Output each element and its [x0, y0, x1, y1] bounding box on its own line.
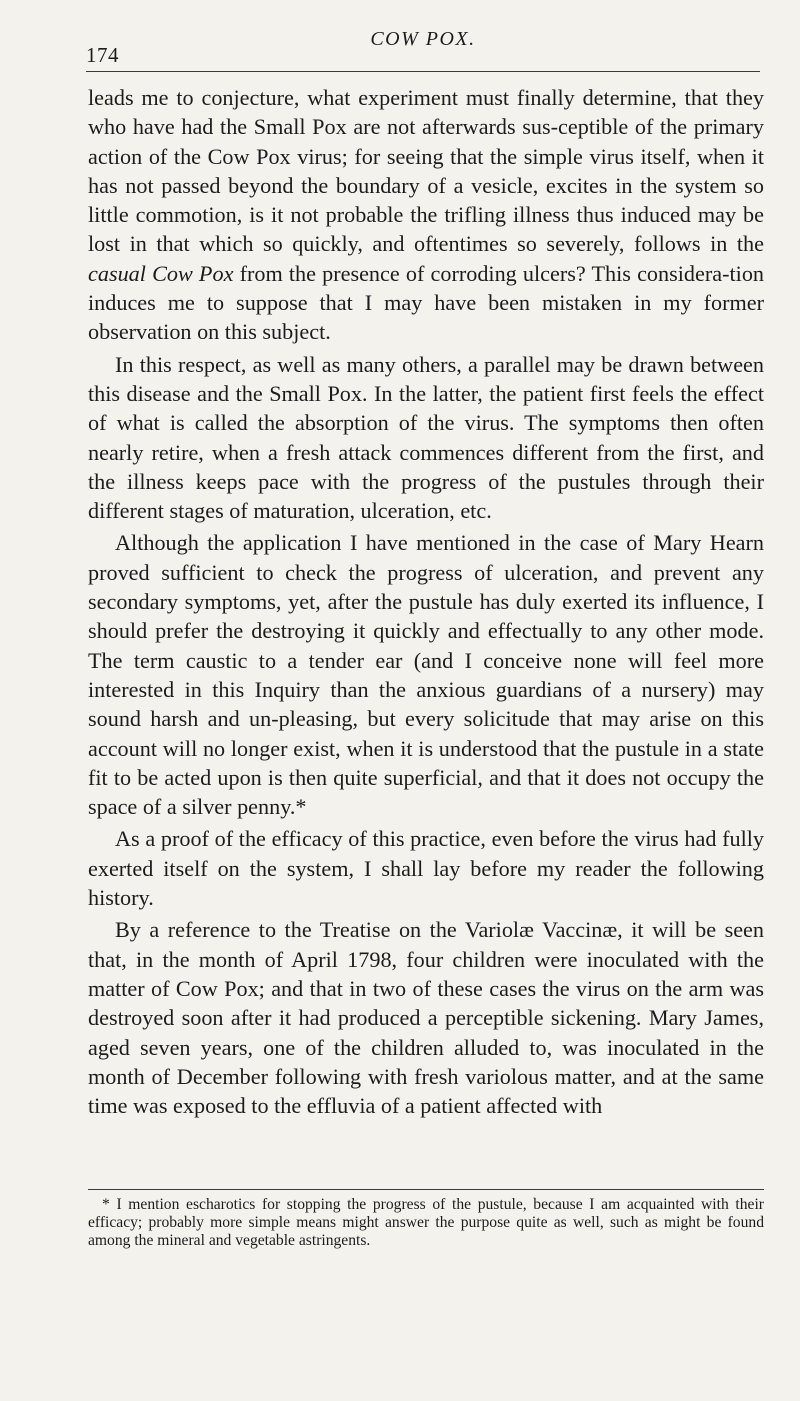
casual-italic: casual	[88, 260, 146, 286]
running-title: COW POX.	[370, 28, 476, 50]
paragraph-1	[88, 83, 764, 347]
page-header	[86, 28, 760, 68]
footnote-text: * I mention escharotics for stopping the progress of the pustule, because I am acquainted with their efficacy; probably more simple means might answer the purpose quite as well, such as might be found among the mineral and vegetable astringents.	[88, 1196, 764, 1249]
header-rule	[86, 71, 760, 72]
paragraph-3: Although the application I have mentioned in the case of Mary Hearn proved sufficient to check the progress of ulceration, and prevent any secondary symptoms, yet, after the pustule has duly exerted its influence, I should prefer the destroying it quickly and effectually to any other mode. The term caustic to a tender ear (and I conceive none will feel more interested in this Inquiry than the anxious guardians of a nursery) may sound harsh and un-pleasing, but every solicitude that may arise on this account will no longer exist, when it is understood that the pustule in a state fit to be acted upon is then quite superficial, and that it does not occupy the space of a silver penny.*	[88, 530, 764, 820]
footnote-rule	[88, 1189, 764, 1190]
paragraph-1-text-a: leads me to conjecture, what experiment must finally determine, that they who have had the Small Pox are not afterwards sus-ceptible of the primary action of the Cow Pox virus; for seeing that the simple virus itself, when it has not passed beyond the boundary of a vesicle, excites in the system so little commotion, is it not probable the trifling illness thus induced may be lost in that which so quickly, and oftentimes so severely, follows in the	[88, 85, 764, 257]
main-text	[88, 83, 764, 1120]
page-number: 174	[86, 43, 119, 67]
paragraph-1-text-b: from the presence of corroding ulcers? This considera-tion induces me to suppose that I may have been mistaken in my former observation on this subject.	[88, 260, 765, 345]
paragraph-2: In this respect, as well as many others, a parallel may be drawn between this disease and the Small Pox. In the latter, the patient first feels the effect of what is called the absorption of the virus. The symptoms then often nearly retire, when a fresh attack commences different from the first, and the illness keeps pace with the progress of the pustules through their different stages of maturation, ulceration, etc.	[88, 351, 764, 524]
paragraph-4: As a proof of the efficacy of this practice, even before the virus had fully exerted itself on the system, I shall lay before my reader the following history.	[88, 826, 764, 911]
cow-pox-italic: Cow Pox	[152, 260, 234, 286]
footnote	[88, 1196, 764, 1250]
paragraph-5: By a reference to the Treatise on the Variolæ Vaccinæ, it will be seen that, in the month of April 1798, four children were inoculated with the matter of Cow Pox; and that in two of these cases the virus on the arm was destroyed soon after it had produced a perceptible sickening. Mary James, aged seven years, one of the children alluded to, was inoculated in the month of December following with fresh variolous matter, and at the same time was exposed to the effluvia of a patient affected with	[88, 917, 764, 1119]
